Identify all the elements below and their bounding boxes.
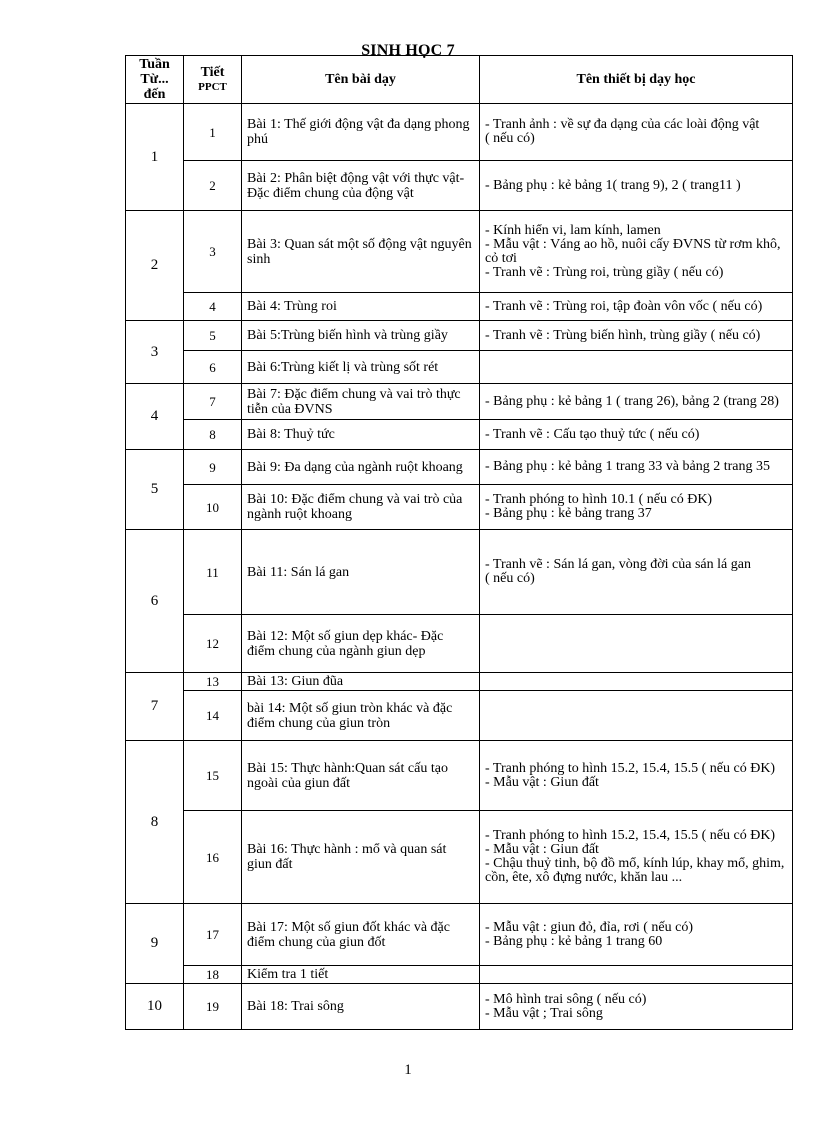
week-cell: 1 xyxy=(126,104,184,211)
header-period-line1: Tiết xyxy=(200,64,225,80)
header-week: Tuần Từ... đến xyxy=(126,56,184,104)
equipment-line: - Mô hình trai sông ( nếu có) xyxy=(485,991,647,1007)
equipment-line: - Bảng phụ : kẻ bảng 1 ( trang 26), bảng 2 (trang 28) xyxy=(485,393,779,409)
lesson-cell: Bài 12: Một số giun dẹp khác- Đặc điểm chung của ngành giun dẹp xyxy=(242,615,480,673)
equipment-cell xyxy=(480,420,793,450)
week-cell: 3 xyxy=(126,321,184,384)
lesson-cell: Kiểm tra 1 tiết xyxy=(242,966,480,984)
equipment-cell xyxy=(480,530,793,615)
period-cell: 9 xyxy=(184,450,242,485)
header-row xyxy=(126,56,793,104)
header-period-line2: PPCT xyxy=(198,80,227,93)
period-cell: 1 xyxy=(184,104,242,161)
document-title: SINH HỌC 7 xyxy=(361,42,455,59)
table-row xyxy=(126,384,793,420)
equipment-line: - Tranh vẽ : Trùng roi, tập đoàn vôn vốc ( nếu có) xyxy=(485,298,763,314)
equipment-line: - Tranh phóng to hình 15.2, 15.4, 15.5 ( nếu có ĐK) xyxy=(485,760,776,776)
table-row xyxy=(126,161,793,211)
period-cell: 15 xyxy=(184,741,242,811)
table-row xyxy=(126,904,793,966)
equipment-cell xyxy=(480,384,793,420)
equipment-cell xyxy=(480,211,793,293)
lesson-cell: Bài 18: Trai sông xyxy=(242,984,480,1030)
equipment-cell xyxy=(480,904,793,966)
equipment-cell xyxy=(480,450,793,485)
equipment-line: - Tranh phóng to hình 15.2, 15.4, 15.5 ( nếu có ĐK) xyxy=(485,828,776,843)
equipment-line: ( nếu có) xyxy=(485,131,535,146)
lesson-cell: Bài 3: Quan sát một số động vật nguyên sinh xyxy=(242,211,480,293)
week-cell: 2 xyxy=(126,211,184,321)
period-cell: 2 xyxy=(184,161,242,211)
period-cell: 4 xyxy=(184,293,242,321)
equipment-cell xyxy=(480,351,793,384)
equipment-line: - Kính hiển vi, lam kính, lamen xyxy=(485,222,661,238)
lesson-cell: Bài 17: Một số giun đốt khác và đặc điểm chung của giun đốt xyxy=(242,904,480,966)
week-cell: 7 xyxy=(126,673,184,741)
lesson-cell: Bài 8: Thuỷ tức xyxy=(242,420,480,450)
period-cell: 3 xyxy=(184,211,242,293)
table-row xyxy=(126,984,793,1030)
period-cell: 13 xyxy=(184,673,242,691)
lesson-cell: Bài 15: Thực hành:Quan sát cấu tạo ngoài của giun đất xyxy=(242,741,480,811)
header-period xyxy=(184,56,242,104)
lesson-cell: Bài 13: Giun đũa xyxy=(242,673,480,691)
equipment-cell xyxy=(480,673,793,691)
equipment-line: - Bảng phụ : kẻ bảng 1 trang 60 xyxy=(485,933,663,949)
equipment-line: - Mẫu vật : Váng ao hồ, nuôi cấy ĐVNS từ rơm khô, cỏ tơi xyxy=(485,236,781,266)
equipment-cell xyxy=(480,161,793,211)
period-cell: 12 xyxy=(184,615,242,673)
period-cell: 6 xyxy=(184,351,242,384)
week-cell: 9 xyxy=(126,904,184,984)
equipment-cell xyxy=(480,691,793,741)
equipment-cell xyxy=(480,293,793,321)
equipment-cell xyxy=(480,485,793,530)
equipment-line: - Tranh ảnh : về sự đa dạng của các loài động vật xyxy=(485,117,760,132)
header-lesson: Tên bài dạy xyxy=(242,56,480,104)
equipment-line: - Tranh phóng to hình 10.1 ( nếu có ĐK) xyxy=(485,492,713,507)
page-number: 1 xyxy=(404,1062,412,1078)
period-cell: 17 xyxy=(184,904,242,966)
equipment-cell xyxy=(480,966,793,984)
period-cell: 18 xyxy=(184,966,242,984)
table-row xyxy=(126,966,793,984)
week-cell: 8 xyxy=(126,741,184,904)
table-row xyxy=(126,293,793,321)
equipment-line: - Tranh vẽ : Cấu tạo thuỷ tức ( nếu có) xyxy=(485,426,700,442)
equipment-cell xyxy=(480,741,793,811)
equipment-line: - Bảng phụ : kẻ bảng 1 trang 33 và bảng 2 trang 35 xyxy=(485,459,770,474)
period-cell: 10 xyxy=(184,485,242,530)
lesson-plan-table xyxy=(125,55,793,1030)
lesson-cell: Bài 16: Thực hành : mổ và quan sát giun đất xyxy=(242,811,480,904)
lesson-cell: Bài 4: Trùng roi xyxy=(242,293,480,321)
period-cell: 11 xyxy=(184,530,242,615)
week-cell: 10 xyxy=(126,984,184,1030)
table-row xyxy=(126,420,793,450)
week-cell: 4 xyxy=(126,384,184,450)
equipment-line: - Tranh vẽ : Sán lá gan, vòng đời của sán lá gan xyxy=(485,557,751,572)
table-row xyxy=(126,615,793,673)
period-cell: 8 xyxy=(184,420,242,450)
lesson-cell: bài 14: Một số giun tròn khác và đặc điểm chung của giun tròn xyxy=(242,691,480,741)
table-row xyxy=(126,741,793,811)
equipment-cell xyxy=(480,104,793,161)
week-cell: 5 xyxy=(126,450,184,530)
period-cell: 5 xyxy=(184,321,242,351)
equipment-line: - Bảng phụ : kẻ bảng trang 37 xyxy=(485,506,652,521)
equipment-line: ( nếu có) xyxy=(485,571,535,586)
week-cell: 6 xyxy=(126,530,184,673)
equipment-cell xyxy=(480,615,793,673)
table-row xyxy=(126,450,793,485)
table-row xyxy=(126,691,793,741)
lesson-cell: Bài 7: Đặc điểm chung và vai trò thực tiễn của ĐVNS xyxy=(242,384,480,420)
lesson-cell: Bài 6:Trùng kiết lị và trùng sốt rét xyxy=(242,351,480,384)
table-row xyxy=(126,351,793,384)
table-row xyxy=(126,485,793,530)
period-cell: 14 xyxy=(184,691,242,741)
table-row xyxy=(126,811,793,904)
equipment-line: - Tranh vẽ : Trùng roi, trùng giầy ( nếu có) xyxy=(485,264,724,280)
table-row xyxy=(126,211,793,293)
table-row xyxy=(126,673,793,691)
lesson-cell: Bài 9: Đa dạng của ngành ruột khoang xyxy=(242,450,480,485)
equipment-line: - Mẫu vật ; Trai sông xyxy=(485,1005,603,1021)
equipment-line: - Bảng phụ : kẻ bảng 1( trang 9), 2 ( trang11 ) xyxy=(485,177,741,193)
equipment-line: - Mẫu vật : Giun đất xyxy=(485,774,599,790)
header-equipment: Tên thiết bị dạy học xyxy=(480,56,793,104)
lesson-cell: Bài 2: Phân biệt động vật với thực vật- Đặc điểm chung của động vật xyxy=(242,161,480,211)
lesson-cell: Bài 11: Sán lá gan xyxy=(242,530,480,615)
equipment-line: - Chậu thuỷ tinh, bộ đồ mổ, kính lúp, khay mổ, ghim, cồn, ête, xô đựng nước, khăn lau ... xyxy=(485,856,785,885)
equipment-line: - Mẫu vật : Giun đất xyxy=(485,842,599,857)
table-row xyxy=(126,104,793,161)
period-cell: 19 xyxy=(184,984,242,1030)
lesson-cell: Bài 5:Trùng biến hình và trùng giầy xyxy=(242,321,480,351)
lesson-cell: Bài 10: Đặc điểm chung và vai trò của ngành ruột khoang xyxy=(242,485,480,530)
period-cell: 16 xyxy=(184,811,242,904)
table-body xyxy=(126,104,793,1030)
table-row xyxy=(126,530,793,615)
equipment-cell xyxy=(480,321,793,351)
equipment-line: - Mẫu vật : giun đỏ, đỉa, rơi ( nếu có) xyxy=(485,919,694,935)
equipment-line: - Tranh vẽ : Trùng biến hình, trùng giầy ( nếu có) xyxy=(485,327,761,343)
lesson-cell: Bài 1: Thế giới động vật đa dạng phong phú xyxy=(242,104,480,161)
table-row xyxy=(126,321,793,351)
equipment-cell xyxy=(480,811,793,904)
period-cell: 7 xyxy=(184,384,242,420)
equipment-cell xyxy=(480,984,793,1030)
